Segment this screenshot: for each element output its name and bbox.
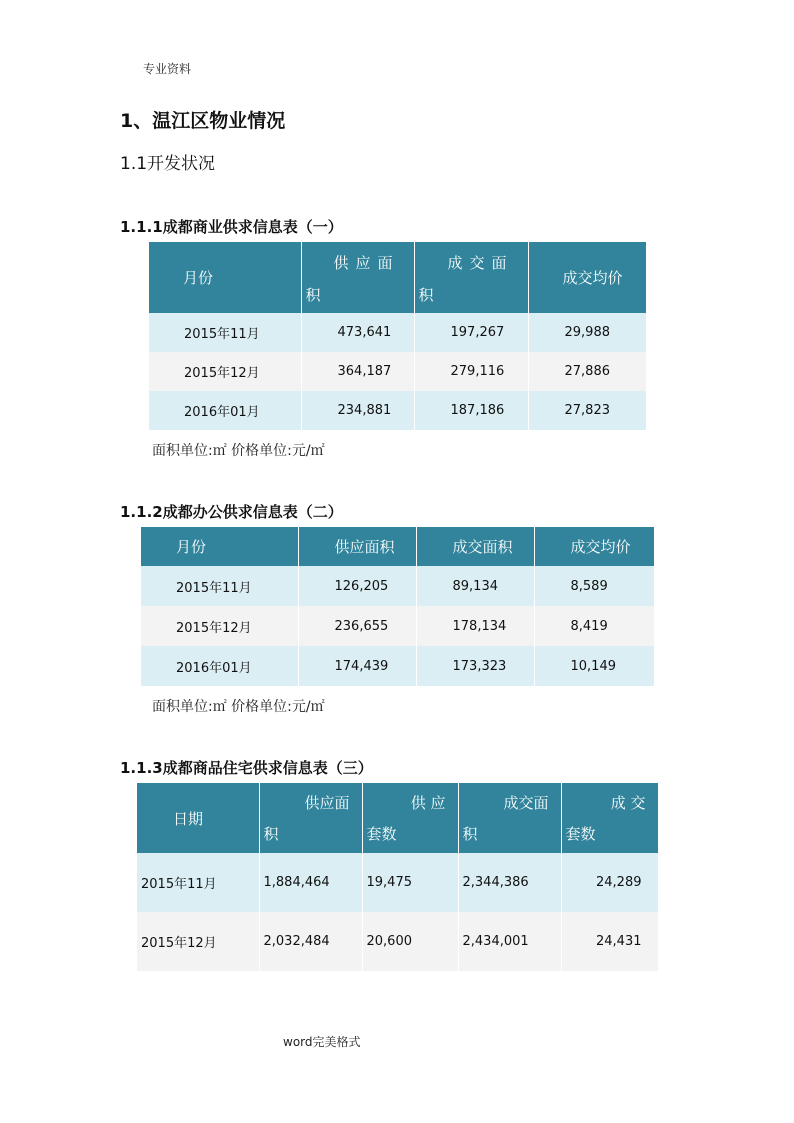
unit-note-2: 面积单位:㎡ 价格单位:元/㎡ bbox=[152, 699, 325, 715]
header-note: 专业资料 bbox=[143, 62, 192, 76]
cell-date: 2015年11月 bbox=[137, 853, 259, 912]
table-row bbox=[137, 912, 658, 971]
header-supply-units bbox=[362, 783, 458, 853]
header-deal-area-top: 成交面 bbox=[447, 254, 514, 272]
cell-deal: 197,267 bbox=[414, 313, 528, 352]
header-supply-area bbox=[259, 783, 362, 853]
cell-price: 29,988 bbox=[528, 313, 646, 352]
table-row bbox=[149, 391, 646, 430]
header-deal-area-bottom: 积 bbox=[462, 825, 478, 843]
table-header-row bbox=[141, 527, 654, 566]
cell-deal: 187,186 bbox=[414, 391, 528, 430]
heading-2: 1.1开发状况 bbox=[120, 154, 216, 174]
commercial-supply-table bbox=[149, 242, 647, 430]
cell-price: 27,823 bbox=[528, 391, 646, 430]
cell-month: 2015年11月 bbox=[141, 566, 298, 606]
cell-date: 2015年12月 bbox=[137, 912, 259, 971]
cell-month: 2016年01月 bbox=[141, 646, 298, 686]
office-supply-table bbox=[141, 527, 655, 686]
cell-deal: 173,323 bbox=[416, 646, 534, 686]
header-deal-area: 成交面积 bbox=[416, 527, 534, 566]
table-header-row bbox=[137, 783, 658, 853]
cell-supply: 236,655 bbox=[298, 606, 416, 646]
header-deal-area-top: 成交面 bbox=[503, 794, 549, 812]
cell-supply-area: 2,032,484 bbox=[259, 912, 362, 971]
cell-deal-area: 2,344,386 bbox=[458, 853, 561, 912]
cell-price: 10,149 bbox=[534, 646, 654, 686]
header-date: 日期 bbox=[137, 783, 259, 853]
header-month: 月份 bbox=[149, 242, 301, 313]
cell-supply: 126,205 bbox=[298, 566, 416, 606]
cell-deal-area: 2,434,001 bbox=[458, 912, 561, 971]
table-row bbox=[137, 853, 658, 912]
table-row bbox=[149, 352, 646, 391]
cell-supply-area: 1,884,464 bbox=[259, 853, 362, 912]
cell-supply-units: 20,600 bbox=[362, 912, 458, 971]
cell-month: 2015年11月 bbox=[149, 313, 301, 352]
footer-note: word完美格式 bbox=[283, 1035, 361, 1049]
header-deal-area bbox=[458, 783, 561, 853]
header-month: 月份 bbox=[141, 527, 298, 566]
header-supply-area-top: 供应面 bbox=[333, 254, 400, 272]
cell-supply: 174,439 bbox=[298, 646, 416, 686]
cell-supply: 473,641 bbox=[301, 313, 414, 352]
header-supply-units-bottom: 套数 bbox=[366, 825, 397, 843]
header-avg-price: 成交均价 bbox=[528, 242, 646, 313]
table-header-row bbox=[149, 242, 646, 313]
cell-price: 27,886 bbox=[528, 352, 646, 391]
cell-month: 2016年01月 bbox=[149, 391, 301, 430]
cell-month: 2015年12月 bbox=[149, 352, 301, 391]
header-deal-units-bottom: 套数 bbox=[565, 825, 596, 843]
header-supply-area-bottom: 积 bbox=[305, 286, 321, 304]
table-row bbox=[141, 566, 654, 606]
cell-supply-units: 19,475 bbox=[362, 853, 458, 912]
table-row bbox=[141, 646, 654, 686]
cell-deal: 279,116 bbox=[414, 352, 528, 391]
table2-title: 1.1.2成都办公供求信息表（二） bbox=[120, 503, 343, 521]
header-deal-units-top: 成 交 bbox=[610, 794, 646, 812]
cell-price: 8,419 bbox=[534, 606, 654, 646]
cell-deal-units: 24,431 bbox=[561, 912, 658, 971]
header-deal-area-bottom: 积 bbox=[418, 286, 434, 304]
unit-note: 面积单位:㎡ 价格单位:元/㎡ bbox=[152, 443, 325, 459]
cell-price: 8,589 bbox=[534, 566, 654, 606]
residential-supply-table bbox=[137, 783, 659, 971]
cell-supply: 234,881 bbox=[301, 391, 414, 430]
header-supply-area-top: 供应面 bbox=[304, 794, 350, 812]
table-row bbox=[149, 313, 646, 352]
table3-title: 1.1.3成都商品住宅供求信息表（三） bbox=[120, 759, 373, 777]
header-deal-units bbox=[561, 783, 658, 853]
cell-deal-units: 24,289 bbox=[561, 853, 658, 912]
header-supply-area bbox=[301, 242, 414, 313]
header-supply-units-top: 供 应 bbox=[410, 794, 446, 812]
table1-title: 1.1.1成都商业供求信息表（一） bbox=[120, 218, 343, 236]
cell-deal: 178,134 bbox=[416, 606, 534, 646]
cell-supply: 364,187 bbox=[301, 352, 414, 391]
heading-1: 1、温江区物业情况 bbox=[120, 110, 286, 132]
header-supply-area-bottom: 积 bbox=[263, 825, 279, 843]
table-row bbox=[141, 606, 654, 646]
header-supply-area: 供应面积 bbox=[298, 527, 416, 566]
cell-deal: 89,134 bbox=[416, 566, 534, 606]
header-deal-area bbox=[414, 242, 528, 313]
header-avg-price: 成交均价 bbox=[534, 527, 654, 566]
cell-month: 2015年12月 bbox=[141, 606, 298, 646]
